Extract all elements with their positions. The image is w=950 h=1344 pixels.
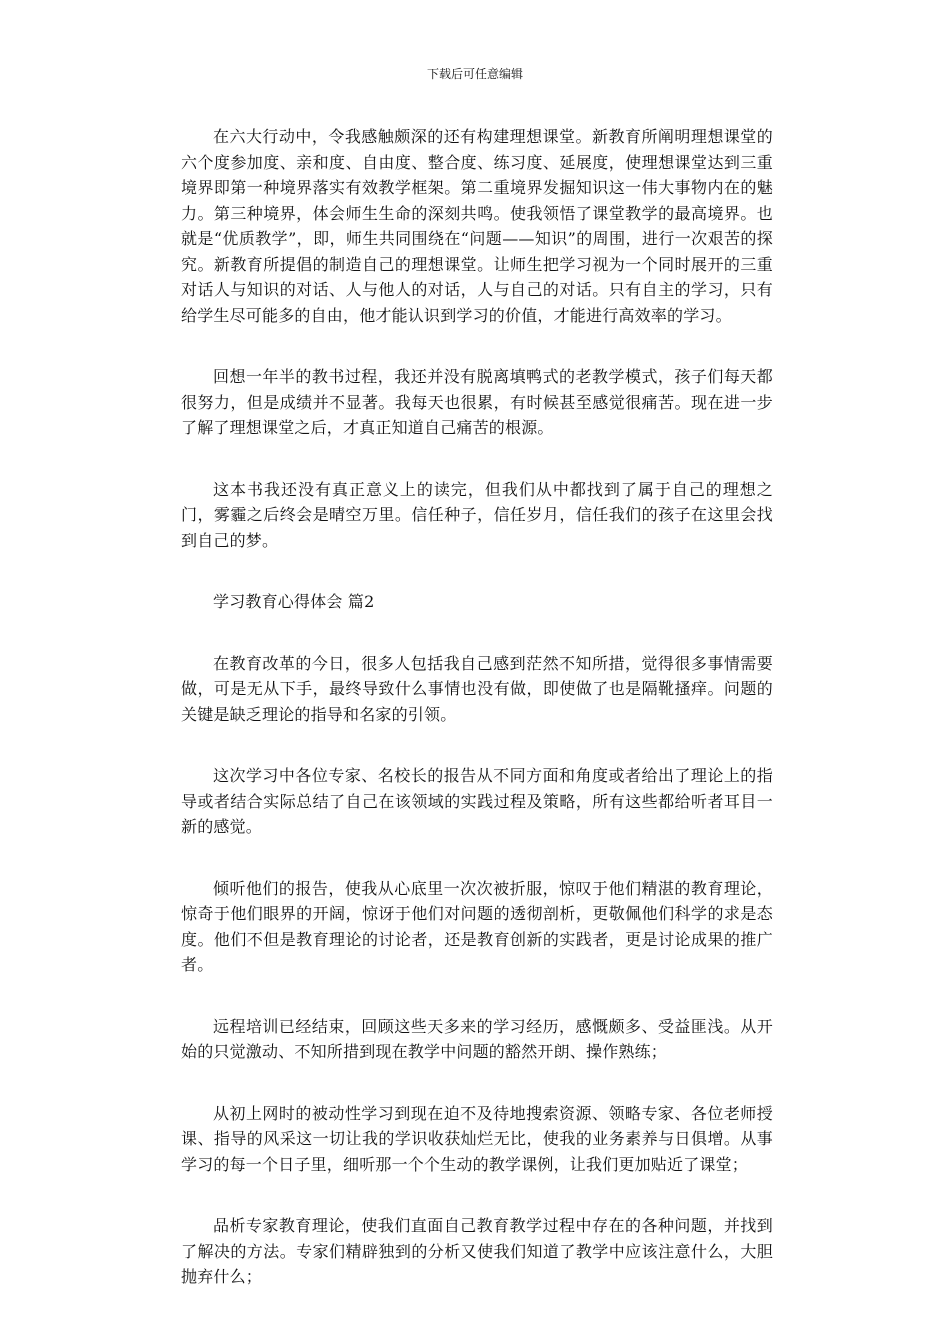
section-heading: 学习教育心得体会 篇2 (213, 592, 375, 611)
page-header: 下载后可任意编辑 (426, 67, 523, 81)
paragraph: 从初上网时的被动性学习到现在迫不及待地搜索资源、领略专家、各位老师授课、指导的风采这一切让我的学识收获灿烂无比，使我的业务素养与日俱增。从事学习的每一个日子里，细听那一个个生动的教学课例，让我们更加贴近了课堂； (181, 1103, 773, 1174)
paragraph: 这次学习中各位专家、名校长的报告从不同方面和角度或者给出了理论上的指导或者结合实际总结了自己在该领域的实践过程及策略，所有这些都给听者耳目一新的感觉。 (181, 766, 773, 836)
paragraph: 远程培训已经结束，回顾这些天多来的学习经历，感慨颇多、受益匪浅。从开始的只觉激动、不知所措到现在教学中问题的豁然开朗、操作熟练； (181, 1016, 773, 1061)
paragraph: 这本书我还没有真正意义上的读完，但我们从中都找到了属于自己的理想之门，雾霾之后终会是晴空万里。信任种子，信任岁月，信任我们的孩子在这里会找到自己的梦。 (181, 479, 773, 550)
paragraph: 在教育改革的今日，很多人包括我自己感到茫然不知所措，觉得很多事情需要做，可是无从下手，最终导致什么事情也没有做，即使做了也是隔靴搔痒。问题的关键是缺乏理论的指导和名家的引领。 (181, 653, 773, 724)
paragraph: 品析专家教育理论，使我们直面自己教育教学过程中存在的各种问题，并找到了解决的方法。专家们精辟独到的分析又使我们知道了教学中应该注意什么，大胆抛弃什么； (181, 1216, 773, 1286)
paragraph: 在六大行动中，令我感触颇深的还有构建理想课堂。新教育所阐明理想课堂的六个度参加度、亲和度、自由度、整合度、练习度、延展度，使理想课堂达到三重境界即第一种境界落实有效教学框架。第二重境界发掘知识这一伟大事物内在的魅力。第三种境界，体会师生生命的深刻共鸣。使我领悟了课堂教学的最高境界。也就是“优质教学”，即，师生共同围绕在“问题——知识”的周围，进行一次艰苦的探究。新教育所提倡的制造自己的理想课堂。让师生把学习视为一个同时展开的三重对话人与知识的对话、人与他人的对话，人与自己的对话。只有自主的学习，只有给学生尽可能多的自由，他才能认识到学习的价值，才能进行高效率的学习。 (181, 127, 773, 325)
paragraph: 倾听他们的报告，使我从心底里一次次被折服，惊叹于他们精湛的教育理论，惊奇于他们眼界的开阔，惊讶于他们对问题的透彻剖析，更敬佩他们科学的求是态度。他们不但是教育理论的讨论者，还是教育创新的实践者，更是讨论成果的推广者。 (181, 878, 773, 974)
document-body (181, 124, 773, 1326)
paragraph: 回想一年半的教书过程，我还并没有脱离填鸭式的老教学模式，孩子们每天都很努力，但是成绩并不显著。我每天也很累，有时候甚至感觉很痛苦。现在进一步了解了理想课堂之后，才真正知道自己痛苦的根源。 (181, 367, 773, 437)
